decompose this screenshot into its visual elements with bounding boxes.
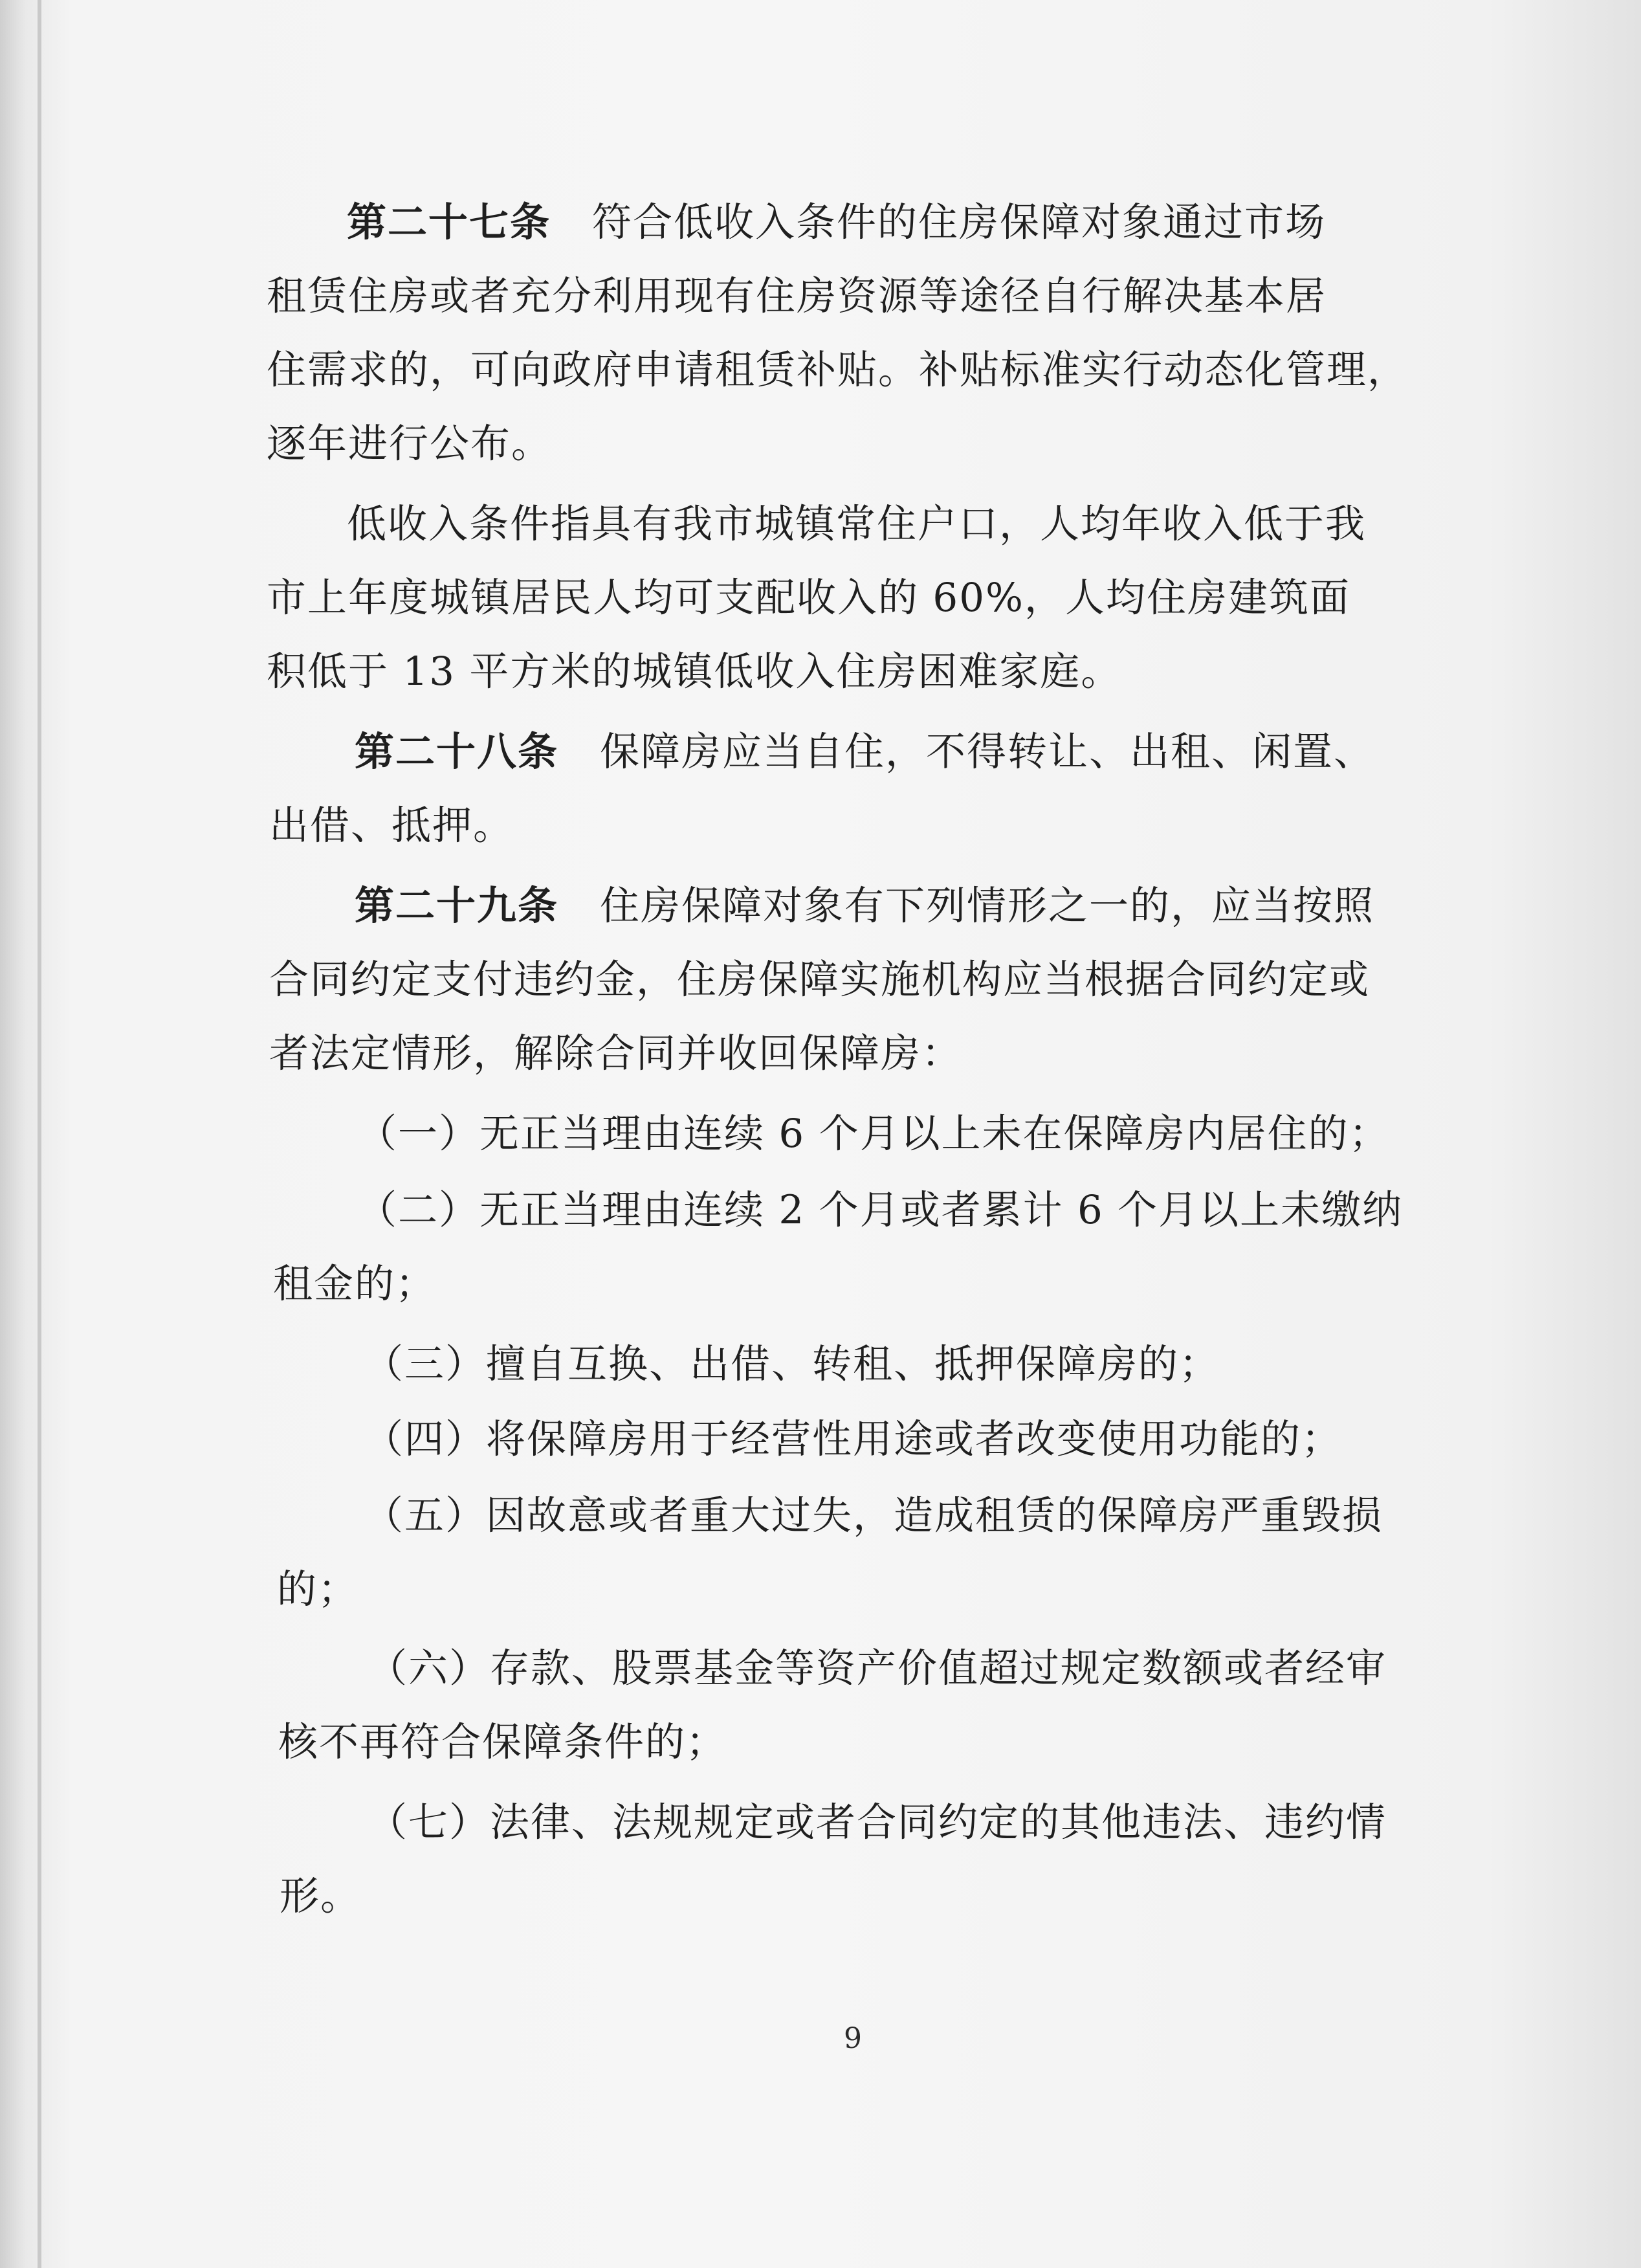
- low-income-line-1: 低收入条件指具有我市城镇常住户口，人均年收入低于我: [347, 501, 1367, 547]
- article-29-text: 住房保障对象有下列情形之一的，应当按照: [600, 883, 1375, 929]
- article-27-text: 符合低收入条件的住房保障对象通过市场: [592, 199, 1327, 245]
- binding-shadow: [38, 0, 41, 2268]
- item-5-line-2: 的；: [277, 1566, 359, 1612]
- item-4-line-1: （四）将保障房用于经营性用途或者改变使用功能的；: [364, 1416, 1343, 1462]
- article-27-line-4: 逐年进行公布。: [267, 421, 553, 467]
- item-6-line-2: 核不再符合保障条件的；: [278, 1719, 727, 1765]
- article-27-line-3: 住需求的，可向政府申请租赁补贴。补贴标准实行动态化管理，: [267, 347, 1409, 393]
- low-income-line-2: 市上年度城镇居民人均可支配收入的 60%，人均住房建筑面: [267, 575, 1350, 621]
- page-number: 9: [844, 2022, 862, 2055]
- article-27-first-line: [347, 197, 1326, 249]
- item-1-line-1: （一）无正当理由连续 6 个月以上未在保障房内居住的；: [357, 1111, 1390, 1157]
- item-2-line-1: （二）无正当理由连续 2 个月或者累计 6 个月以上未缴纳: [357, 1187, 1404, 1233]
- article-29-line-2: 合同约定支付违约金，住房保障实施机构应当根据合同约定或: [269, 957, 1371, 1003]
- item-7-line-1: （七）法律、法规规定或者合同约定的其他违法、违约情: [368, 1799, 1387, 1845]
- item-6-line-1: （六）存款、股票基金等资产价值超过规定数额或者经审: [368, 1645, 1387, 1691]
- article-29-heading: 第二十九条: [355, 883, 559, 929]
- low-income-line-3: 积低于 13 平方米的城镇低收入住房困难家庭。: [267, 649, 1122, 695]
- item-3-line-1: （三）擅自互换、出借、转租、抵押保障房的；: [364, 1341, 1220, 1387]
- article-27-heading: 第二十七条: [347, 199, 551, 245]
- article-29-first-line: [355, 880, 1374, 932]
- article-29-line-3: 者法定情形，解除合同并收回保障房：: [269, 1030, 963, 1076]
- item-5-line-1: （五）因故意或者重大过失，造成租赁的保障房严重毁损: [364, 1493, 1383, 1539]
- article-28-text: 保障房应当自住，不得转让、出租、闲置、: [600, 729, 1375, 775]
- item-7-line-2: 形。: [280, 1873, 362, 1919]
- article-28-first-line: [355, 726, 1374, 778]
- item-2-line-2: 租金的；: [273, 1261, 437, 1307]
- article-28-heading: 第二十八条: [355, 729, 559, 775]
- article-28-line-2: 出借、抵押。: [269, 803, 514, 849]
- article-27-line-2: 租赁住房或者充分利用现有住房资源等途径自行解决基本居: [267, 273, 1327, 319]
